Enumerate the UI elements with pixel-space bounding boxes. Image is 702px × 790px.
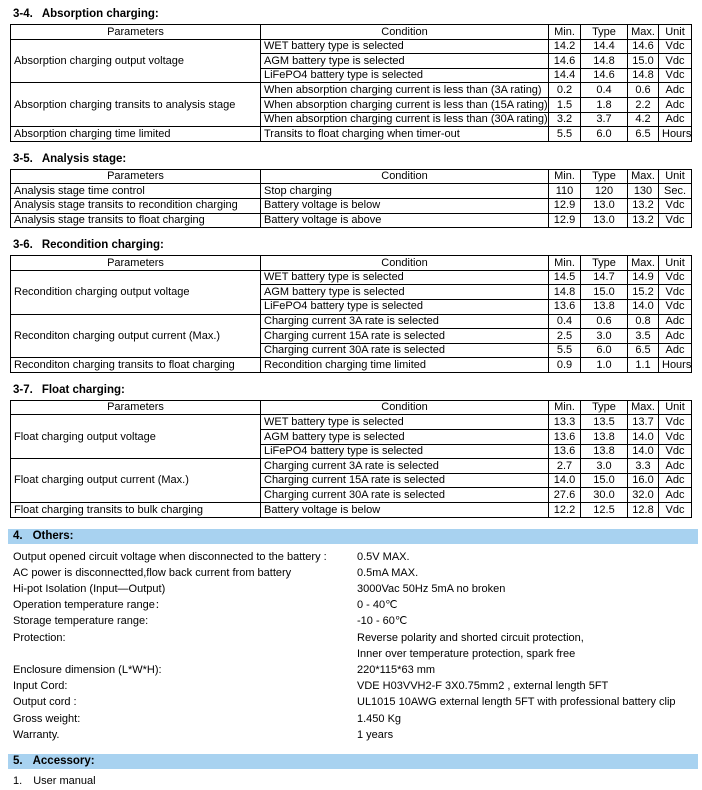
- condition-cell: AGM battery type is selected: [261, 285, 549, 300]
- unit-cell: Vdc: [659, 430, 692, 445]
- section-number: 3-6.: [13, 239, 33, 252]
- table-row: [11, 358, 692, 373]
- min-cell: 13.6: [549, 430, 581, 445]
- column-header-min: Min.: [549, 169, 581, 184]
- others-row: [10, 662, 696, 678]
- type-cell: 13.0: [581, 213, 628, 228]
- section-title: Accessory:: [32, 755, 95, 768]
- parameter-cell: Absorption charging transits to analysis stage: [11, 83, 261, 127]
- others-row: [10, 613, 696, 629]
- condition-cell: LiFePO4 battery type is selected: [261, 299, 549, 314]
- others-value: Inner over temperature protection, spark free: [357, 647, 576, 660]
- condition-cell: WET battery type is selected: [261, 39, 549, 54]
- max-cell: 15.2: [628, 285, 659, 300]
- condition-cell: WET battery type is selected: [261, 270, 549, 285]
- min-cell: 14.8: [549, 285, 581, 300]
- unit-cell: Adc: [659, 314, 692, 329]
- section-number: 3-4.: [13, 8, 33, 20]
- type-cell: 1.8: [581, 97, 628, 112]
- unit-cell: Vdc: [659, 299, 692, 314]
- table-row: [11, 127, 692, 142]
- section-float-charging: [10, 384, 696, 518]
- section-recondition-charging: [10, 239, 696, 373]
- type-cell: 15.0: [581, 473, 628, 488]
- max-cell: 1.1: [628, 358, 659, 373]
- condition-cell: Battery voltage is above: [261, 213, 549, 228]
- type-cell: 1.0: [581, 358, 628, 373]
- section-heading-float: [13, 384, 696, 397]
- section-title: Others:: [32, 529, 74, 542]
- min-cell: 2.5: [549, 329, 581, 344]
- unit-cell: Sec.: [659, 184, 692, 199]
- parameter-cell: Recondition charging output voltage: [11, 270, 261, 314]
- others-value: -10 - 60℃: [357, 615, 408, 628]
- parameter-cell: Analysis stage time control: [11, 184, 261, 199]
- section-title: Recondition charging:: [41, 239, 164, 252]
- column-header-unit: Unit: [659, 256, 692, 271]
- others-value: 0.5mA MAX.: [357, 566, 419, 579]
- section-title: Float charging:: [41, 383, 125, 396]
- column-header-condition: Condition: [261, 169, 549, 184]
- unit-cell: Adc: [659, 343, 692, 358]
- others-row: [10, 565, 696, 581]
- others-row: [10, 581, 696, 597]
- others-value: Reverse polarity and shorted circuit protection,: [357, 631, 584, 644]
- type-cell: 0.4: [581, 83, 628, 98]
- max-cell: 14.0: [628, 444, 659, 459]
- column-header-unit: Unit: [659, 400, 692, 415]
- type-cell: 3.0: [581, 459, 628, 474]
- max-cell: 12.8: [628, 503, 659, 518]
- type-cell: 6.0: [581, 343, 628, 358]
- table-row: [11, 184, 692, 199]
- unit-cell: Vdc: [659, 198, 692, 213]
- others-value: 220*115*63 mm: [357, 664, 436, 677]
- accessory-item-label: User manual: [33, 775, 96, 788]
- type-cell: 13.8: [581, 299, 628, 314]
- condition-cell: AGM battery type is selected: [261, 430, 549, 445]
- others-list: [10, 549, 696, 743]
- column-header-min: Min.: [549, 400, 581, 415]
- others-row: [10, 678, 696, 694]
- min-cell: 3.2: [549, 112, 581, 127]
- unit-cell: Vdc: [659, 270, 692, 285]
- others-label: Gross weight:: [13, 712, 81, 725]
- section-absorption-charging: [10, 8, 696, 142]
- column-header-unit: Unit: [659, 25, 692, 40]
- section-number: 3-7.: [13, 383, 33, 396]
- table-header-row: [11, 169, 692, 184]
- max-cell: 13.2: [628, 198, 659, 213]
- others-value: 0.5V MAX.: [357, 550, 410, 563]
- column-header-type: Type: [581, 400, 628, 415]
- condition-cell: When absorption charging current is less than (30A rating): [261, 112, 549, 127]
- column-header-type: Type: [581, 256, 628, 271]
- unit-cell: Adc: [659, 112, 692, 127]
- type-cell: 13.0: [581, 198, 628, 213]
- max-cell: 14.6: [628, 39, 659, 54]
- section-heading-recondition: [13, 239, 696, 252]
- min-cell: 13.6: [549, 444, 581, 459]
- table-row: [11, 39, 692, 54]
- max-cell: 6.5: [628, 343, 659, 358]
- others-label: Hi-pot Isolation (Input—Output): [13, 583, 166, 596]
- condition-cell: Charging current 15A rate is selected: [261, 329, 549, 344]
- others-label: Operation temperature range：: [13, 599, 166, 612]
- float-charging-table: [10, 400, 692, 518]
- column-header-max: Max.: [628, 169, 659, 184]
- type-cell: 0.6: [581, 314, 628, 329]
- max-cell: 13.2: [628, 213, 659, 228]
- max-cell: 0.8: [628, 314, 659, 329]
- min-cell: 2.7: [549, 459, 581, 474]
- min-cell: 14.4: [549, 68, 581, 83]
- others-value: 0 - 40℃: [357, 599, 398, 612]
- others-label: [10, 646, 357, 662]
- min-cell: 5.5: [549, 343, 581, 358]
- section-number: 3-5.: [13, 152, 33, 165]
- others-label: AC power is disconnectted,flow back current from battery: [13, 566, 292, 579]
- type-cell: 3.7: [581, 112, 628, 127]
- column-header-type: Type: [581, 25, 628, 40]
- condition-cell: When absorption charging current is less than (3A rating): [261, 83, 549, 98]
- max-cell: 13.7: [628, 415, 659, 430]
- condition-cell: Stop charging: [261, 184, 549, 199]
- unit-cell: Adc: [659, 488, 692, 503]
- min-cell: 14.5: [549, 270, 581, 285]
- unit-cell: Vdc: [659, 285, 692, 300]
- min-cell: 0.9: [549, 358, 581, 373]
- others-value: UL1015 10AWG external length 5FT with professional battery clip: [357, 696, 676, 709]
- column-header-parameters: Parameters: [11, 169, 261, 184]
- condition-cell: Charging current 30A rate is selected: [261, 488, 549, 503]
- unit-cell: Adc: [659, 97, 692, 112]
- type-cell: 120: [581, 184, 628, 199]
- unit-cell: Vdc: [659, 503, 692, 518]
- max-cell: 14.8: [628, 68, 659, 83]
- condition-cell: LiFePO4 battery type is selected: [261, 444, 549, 459]
- column-header-max: Max.: [628, 256, 659, 271]
- unit-cell: Adc: [659, 459, 692, 474]
- section-analysis-stage: [10, 153, 696, 228]
- unit-cell: Adc: [659, 473, 692, 488]
- parameter-cell: Absorption charging output voltage: [11, 39, 261, 83]
- column-header-max: Max.: [628, 400, 659, 415]
- min-cell: 110: [549, 184, 581, 199]
- parameter-cell: Float charging transits to bulk charging: [11, 503, 261, 518]
- others-label: Output cord :: [13, 696, 77, 709]
- min-cell: 14.2: [549, 39, 581, 54]
- absorption-charging-table: [10, 24, 692, 142]
- section-number: 5.: [13, 755, 23, 768]
- min-cell: 5.5: [549, 127, 581, 142]
- min-cell: 0.2: [549, 83, 581, 98]
- accessory-item-number: 1.: [13, 775, 23, 788]
- max-cell: 0.6: [628, 83, 659, 98]
- section-heading-analysis: [13, 153, 696, 166]
- min-cell: 12.9: [549, 213, 581, 228]
- max-cell: 14.0: [628, 430, 659, 445]
- max-cell: 4.2: [628, 112, 659, 127]
- max-cell: 3.3: [628, 459, 659, 474]
- others-row: [10, 646, 696, 662]
- table-row: [11, 459, 692, 474]
- max-cell: 14.0: [628, 299, 659, 314]
- max-cell: 15.0: [628, 54, 659, 69]
- table-row: [11, 198, 692, 213]
- max-cell: 3.5: [628, 329, 659, 344]
- parameter-cell: Analysis stage transits to float charging: [11, 213, 261, 228]
- others-row: [10, 630, 696, 646]
- parameter-cell: Reconditon charging output current (Max.): [11, 314, 261, 358]
- others-row: [10, 711, 696, 727]
- column-header-max: Max.: [628, 25, 659, 40]
- condition-cell: Charging current 30A rate is selected: [261, 343, 549, 358]
- column-header-min: Min.: [549, 256, 581, 271]
- column-header-unit: Unit: [659, 169, 692, 184]
- table-row: [11, 415, 692, 430]
- max-cell: 2.2: [628, 97, 659, 112]
- type-cell: 6.0: [581, 127, 628, 142]
- parameter-cell: Reconditon charging transits to float charging: [11, 358, 261, 373]
- parameter-cell: Float charging output current (Max.): [11, 459, 261, 503]
- type-cell: 13.5: [581, 415, 628, 430]
- min-cell: 0.4: [549, 314, 581, 329]
- unit-cell: Vdc: [659, 39, 692, 54]
- unit-cell: Adc: [659, 83, 692, 98]
- unit-cell: Vdc: [659, 213, 692, 228]
- table-row: [11, 314, 692, 329]
- min-cell: 13.6: [549, 299, 581, 314]
- condition-cell: Transits to float charging when timer-out: [261, 127, 549, 142]
- type-cell: 12.5: [581, 503, 628, 518]
- others-value: 1 years: [357, 728, 394, 741]
- condition-cell: When absorption charging current is less than (15A rating): [261, 97, 549, 112]
- others-row: [10, 727, 696, 743]
- unit-cell: Vdc: [659, 54, 692, 69]
- unit-cell: Vdc: [659, 444, 692, 459]
- table-row: [11, 83, 692, 98]
- column-header-condition: Condition: [261, 25, 549, 40]
- recondition-charging-table: [10, 255, 692, 373]
- others-label: Input Cord:: [13, 680, 68, 693]
- analysis-stage-table: [10, 169, 692, 228]
- table-row: [11, 270, 692, 285]
- others-value: 1.450 Kg: [357, 712, 402, 725]
- condition-cell: WET battery type is selected: [261, 415, 549, 430]
- condition-cell: Battery voltage is below: [261, 503, 549, 518]
- condition-cell: Charging current 15A rate is selected: [261, 473, 549, 488]
- max-cell: 130: [628, 184, 659, 199]
- section-heading-others: [8, 529, 698, 544]
- min-cell: 14.0: [549, 473, 581, 488]
- condition-cell: Charging current 3A rate is selected: [261, 314, 549, 329]
- table-row: [11, 503, 692, 518]
- type-cell: 3.0: [581, 329, 628, 344]
- type-cell: 14.6: [581, 68, 628, 83]
- type-cell: 14.7: [581, 270, 628, 285]
- others-label: Enclosure dimension (L*W*H):: [13, 664, 162, 677]
- condition-cell: Recondition charging time limited: [261, 358, 549, 373]
- min-cell: 27.6: [549, 488, 581, 503]
- others-label: Protection:: [13, 631, 66, 644]
- table-header-row: [11, 256, 692, 271]
- others-row: [10, 597, 696, 613]
- column-header-parameters: Parameters: [11, 256, 261, 271]
- min-cell: 12.9: [549, 198, 581, 213]
- max-cell: 14.9: [628, 270, 659, 285]
- accessory-item: [10, 773, 696, 790]
- min-cell: 13.3: [549, 415, 581, 430]
- table-header-row: [11, 400, 692, 415]
- parameter-cell: Absorption charging time limited: [11, 127, 261, 142]
- max-cell: 32.0: [628, 488, 659, 503]
- min-cell: 12.2: [549, 503, 581, 518]
- others-row: [10, 694, 696, 710]
- type-cell: 13.8: [581, 430, 628, 445]
- table-header-row: [11, 25, 692, 40]
- column-header-condition: Condition: [261, 400, 549, 415]
- max-cell: 16.0: [628, 473, 659, 488]
- unit-cell: Vdc: [659, 68, 692, 83]
- parameter-cell: Float charging output voltage: [11, 415, 261, 459]
- column-header-condition: Condition: [261, 256, 549, 271]
- section-title: Absorption charging:: [41, 8, 159, 20]
- others-label: Storage temperature range:: [13, 615, 149, 628]
- column-header-min: Min.: [549, 25, 581, 40]
- column-header-parameters: Parameters: [11, 400, 261, 415]
- type-cell: 30.0: [581, 488, 628, 503]
- type-cell: 15.0: [581, 285, 628, 300]
- condition-cell: AGM battery type is selected: [261, 54, 549, 69]
- min-cell: 1.5: [549, 97, 581, 112]
- section-heading-accessory: [8, 754, 698, 769]
- column-header-type: Type: [581, 169, 628, 184]
- type-cell: 14.4: [581, 39, 628, 54]
- unit-cell: Adc: [659, 329, 692, 344]
- others-label: Output opened circuit voltage when disconnected to the battery :: [13, 550, 327, 563]
- condition-cell: Charging current 3A rate is selected: [261, 459, 549, 474]
- others-row: [10, 549, 696, 565]
- section-heading-absorption: [13, 8, 696, 21]
- section-number: 4.: [13, 529, 23, 542]
- condition-cell: LiFePO4 battery type is selected: [261, 68, 549, 83]
- condition-cell: Battery voltage is below: [261, 198, 549, 213]
- section-title: Analysis stage:: [41, 152, 127, 165]
- parameter-cell: Analysis stage transits to recondition charging: [11, 198, 261, 213]
- column-header-parameters: Parameters: [11, 25, 261, 40]
- type-cell: 13.8: [581, 444, 628, 459]
- unit-cell: Vdc: [659, 415, 692, 430]
- unit-cell: Hours: [659, 127, 692, 142]
- unit-cell: Hours: [659, 358, 692, 373]
- type-cell: 14.8: [581, 54, 628, 69]
- min-cell: 14.6: [549, 54, 581, 69]
- accessory-list: [10, 773, 696, 790]
- others-value: VDE H03VVH2-F 3X0.75mm2 , external length 5FT: [357, 680, 609, 693]
- max-cell: 6.5: [628, 127, 659, 142]
- others-value: 3000Vac 50Hz 5mA no broken: [357, 583, 506, 596]
- others-label: Warranty.: [13, 728, 60, 741]
- table-row: [11, 213, 692, 228]
